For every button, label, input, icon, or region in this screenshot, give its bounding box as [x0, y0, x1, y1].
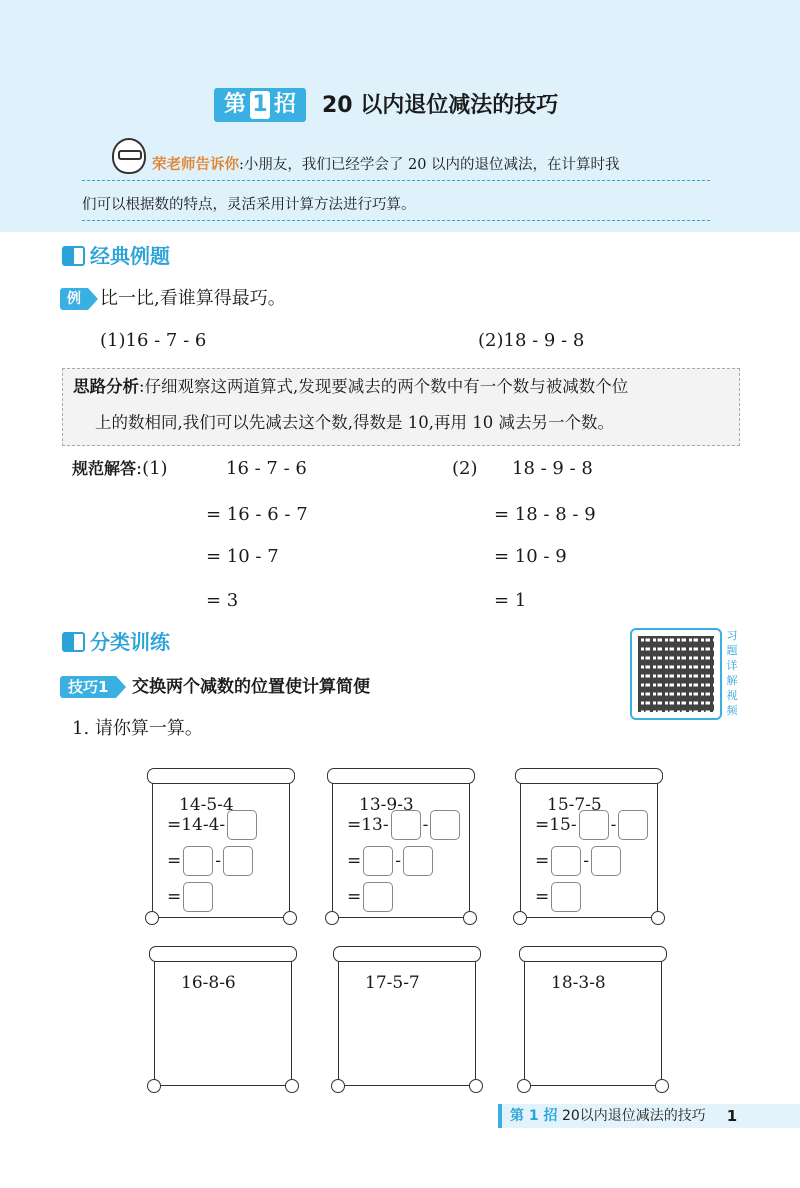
solution2-tag: (2): [452, 458, 478, 479]
analysis-line2: 上的数相同,我们可以先减去这个数,得数是 10,再用 10 减去另一个数。: [95, 413, 614, 432]
teacher-tip-line1: [82, 150, 710, 181]
scroll-curl: [517, 1079, 531, 1093]
scroll-problem: 18-3-8: [551, 973, 606, 993]
question-1: 1. 请你算一算。: [72, 718, 203, 739]
page-number: 1: [726, 1107, 738, 1125]
row-text: -: [395, 851, 401, 871]
qr-label: 习题详解视频: [726, 629, 738, 717]
scroll-curl: [331, 1079, 345, 1093]
answer-box[interactable]: [363, 882, 393, 912]
example-section-heading: [62, 240, 170, 269]
answer-box[interactable]: [618, 810, 648, 840]
qr-code-icon: [638, 636, 714, 712]
row-text: -: [422, 815, 429, 835]
scroll-problem: 16-8-6: [181, 973, 236, 993]
scroll-card: [332, 782, 470, 918]
row-text: -: [215, 851, 221, 871]
solution-label: 规范解答: [72, 459, 137, 478]
example-problem-1: (1)16 - 7 - 6: [100, 330, 207, 351]
answer-box[interactable]: [363, 846, 393, 876]
answer-box[interactable]: [591, 846, 621, 876]
row-text: =: [535, 851, 550, 871]
scroll-roll: [149, 946, 297, 962]
solution2-step: = 10 - 9: [494, 546, 567, 567]
scroll-roll: [147, 768, 295, 784]
teacher-tip-line2: 们可以根据数的特点，灵活采用计算方法进行巧算。: [82, 190, 710, 221]
solution2-step: = 1: [494, 590, 527, 611]
solution1-step: = 10 - 7: [206, 546, 279, 567]
book-icon: [62, 246, 84, 264]
row-text: =13-: [347, 815, 389, 835]
solution1-step: = 3: [206, 590, 239, 611]
skill-title: 交换两个减数的位置使计算简便: [132, 677, 370, 697]
scroll-row: [535, 882, 583, 912]
qr-code[interactable]: [630, 628, 722, 720]
scroll-row: [535, 810, 650, 840]
row-text: -: [583, 851, 589, 871]
teacher-name: 荣老师告诉你: [152, 157, 239, 173]
scroll-curl: [147, 1079, 161, 1093]
scroll-roll: [519, 946, 667, 962]
scroll-row: [167, 882, 215, 912]
answer-box[interactable]: [391, 810, 421, 840]
scroll-roll: [333, 946, 481, 962]
scroll-roll: [327, 768, 475, 784]
solution1-step: 16 - 7 - 6: [226, 458, 307, 479]
solution2-step: = 18 - 8 - 9: [494, 504, 596, 525]
scroll-curl: [463, 911, 477, 925]
answer-box[interactable]: [551, 882, 581, 912]
analysis-text1: :仔细观察这两道算式,发现要减去的两个数中有一个数与被减数个位: [139, 377, 629, 396]
example-problem-2: (2)18 - 9 - 8: [478, 330, 585, 351]
scroll-curl: [325, 911, 339, 925]
row-text: -: [610, 815, 617, 835]
scroll-card[interactable]: [338, 960, 476, 1086]
example-prompt: 比一比,看谁算得最巧。: [100, 288, 286, 309]
scroll-row: [167, 810, 259, 840]
practice-section-heading: [62, 626, 170, 655]
scroll-curl: [283, 911, 297, 925]
teacher-tip-text1: :小朋友，我们已经学会了 20 以内的退位减法，在计算时我: [239, 157, 620, 173]
answer-box[interactable]: [579, 810, 609, 840]
row-text: =15-: [535, 815, 577, 835]
scroll-row: [535, 846, 623, 876]
book-icon: [62, 632, 84, 650]
scroll-card[interactable]: [524, 960, 662, 1086]
scroll-problem: 15-7-5: [547, 795, 602, 815]
solution1-tag: :(1): [136, 458, 168, 479]
answer-box[interactable]: [183, 882, 213, 912]
solution2-step: 18 - 9 - 8: [512, 458, 593, 479]
solution-header: [72, 456, 168, 482]
row-text: =: [167, 851, 182, 871]
example-heading-text: 经典例题: [90, 244, 170, 268]
scroll-curl: [655, 1079, 669, 1093]
badge-prefix: 第: [224, 92, 247, 117]
scroll-card[interactable]: [154, 960, 292, 1086]
example-tag: 例: [60, 288, 88, 310]
lesson-badge: [214, 88, 306, 122]
scroll-problem: 13-9-3: [359, 795, 414, 815]
row-text: =: [347, 887, 362, 907]
scroll-roll: [515, 768, 663, 784]
badge-suffix: 招: [274, 92, 297, 117]
scroll-card: [152, 782, 290, 918]
scroll-problem: 17-5-7: [365, 973, 420, 993]
scroll-card: [520, 782, 658, 918]
scroll-curl: [513, 911, 527, 925]
footer-chapter: [510, 1104, 706, 1128]
footer-chapter-title: 20以内退位减法的技巧: [561, 1108, 706, 1124]
answer-box[interactable]: [223, 846, 253, 876]
row-text: =: [347, 851, 362, 871]
scroll-row: [347, 810, 462, 840]
answer-box[interactable]: [403, 846, 433, 876]
answer-box[interactable]: [430, 810, 460, 840]
row-text: =: [535, 887, 550, 907]
scroll-curl: [145, 911, 159, 925]
scroll-row: [347, 846, 435, 876]
row-text: =14-4-: [167, 815, 226, 835]
answer-box[interactable]: [551, 846, 581, 876]
scroll-row: [167, 846, 255, 876]
analysis-line1: [73, 369, 729, 405]
solution1-step: = 16 - 6 - 7: [206, 504, 308, 525]
scroll-row: [347, 882, 395, 912]
scroll-curl: [469, 1079, 483, 1093]
scroll-problem: 14-5-4: [179, 795, 234, 815]
answer-box[interactable]: [183, 846, 213, 876]
scroll-curl: [651, 911, 665, 925]
scroll-curl: [285, 1079, 299, 1093]
skill-tag: 技巧1: [60, 676, 116, 698]
footer-chapter-number: 第 1 招: [510, 1108, 558, 1124]
page-title: 20 以内退位减法的技巧: [322, 93, 559, 118]
analysis-box: [62, 368, 740, 446]
practice-heading-text: 分类训练: [90, 630, 170, 654]
badge-number: 1: [250, 91, 270, 119]
answer-box[interactable]: [227, 810, 257, 840]
analysis-label: 思路分析: [73, 377, 139, 396]
row-text: =: [167, 887, 182, 907]
